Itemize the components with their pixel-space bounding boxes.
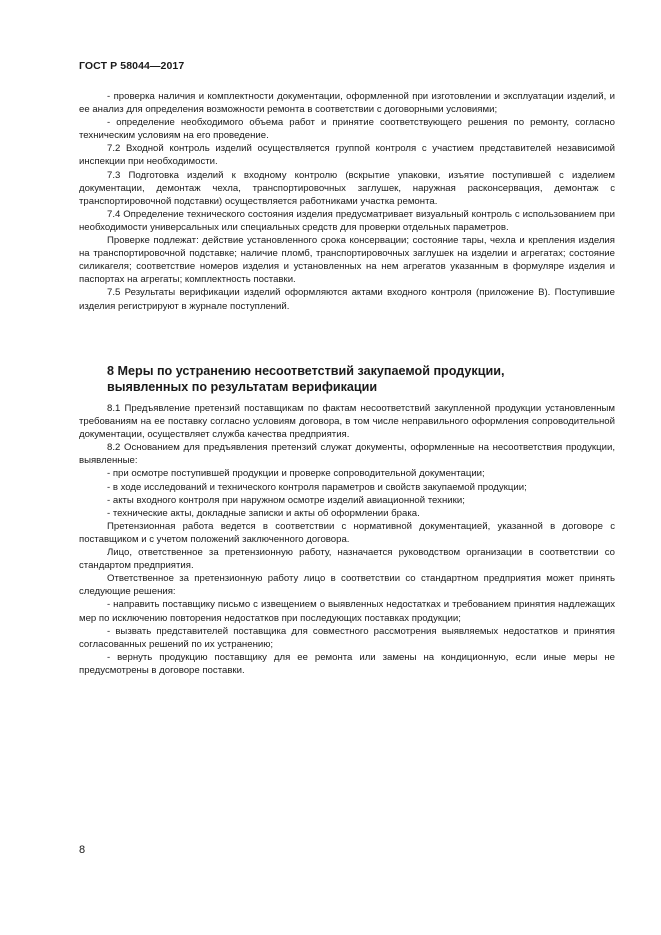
paragraph: 8.2 Основанием для предъявления претензий служат документы, оформленные на несоответствия продукции, выявленные: (79, 442, 615, 467)
page-number: 8 (79, 844, 86, 856)
list-item: - направить поставщику письмо с извещением о выявленных недостатках и требованием принятия надлежащих мер по исключению повторения недостатков при последующих поставках продукции; (79, 599, 615, 624)
document-header: ГОСТ Р 58044—2017 (79, 60, 185, 72)
section-8-heading (107, 363, 607, 395)
paragraph: Претензионная работа ведется в соответствии с нормативной документацией, указанной в договоре с поставщиком и с учетом положений заключенного договора. (79, 520, 615, 545)
list-item: - вернуть продукцию поставщику для ее ремонта или замены на кондиционную, если иные меры не предусмотрены в договоре поставки. (79, 651, 615, 676)
paragraph: 8.1 Предъявление претензий поставщикам по фактам несоответствий закупленной продукции установленным требованиям на ее поставку согласно условиям договора, в том числе неправильного оформления сопроводительной документации, осуществляет служба качества предприятия. (79, 403, 615, 441)
paragraph: 7.5 Результаты верификации изделий оформляются актами входного контроля (приложение В). Поступившие изделия регистрируют в журнале поступлений. (79, 287, 615, 312)
paragraph: 7.2 Входной контроль изделий осуществляется группой контроля с участием представителей независимой инспекции при необходимости. (79, 143, 615, 168)
list-item: - при осмотре поступившей продукции и проверке сопроводительной документации; (107, 468, 485, 480)
list-item: - технические акты, докладные записки и акты об оформлении брака. (107, 507, 420, 519)
paragraph: Лицо, ответственное за претензионную работу, назначается руководством организации в соответствии со стандартом предприятия. (79, 547, 615, 572)
section-8-text (79, 402, 615, 677)
list-item: - в ходе исследований и технического контроля параметров и свойств закупаемой продукции; (107, 481, 527, 493)
heading-line: 8 Меры по устранению несоответствий закупаемой продукции, (107, 364, 505, 378)
list-item: - вызвать представителей поставщика для совместного рассмотрения выявляемых недостатков и принятия согласованных решений по их устранению; (79, 625, 615, 650)
heading-line: выявленных по результатам верификации (107, 380, 378, 394)
paragraph: - определение необходимого объема работ и принятие соответствующего решения по ремонту, согласно техническим условиям на его проведение. (79, 117, 615, 142)
paragraph: 7.4 Определение технического состояния изделия предусматривает визуальный контроль с использованием при необходимости универсальных или специальных средств для проверки отдельных параметров. (79, 208, 615, 233)
section-7-text (79, 90, 615, 313)
paragraph: Проверке подлежат: действие установленного срока консервации; состояние тары, чехла и крепления изделия на транспортировочной подставке; наличие пломб, транспортировочных заглушек на изделии и агрегатах; состояние силикагеля; соответствие номеров изделия и установленных на нем агрегатов указанным в формуляре изделия и паспортах на агрегаты; комплектность поставки. (79, 235, 615, 286)
paragraph: - проверка наличия и комплектности документации, оформленной при изготовлении и эксплуатации изделий, и ее анализ для определения возможности ремонта в соответствии с договорными условиями; (79, 91, 615, 116)
paragraph: Ответственное за претензионную работу лицо в соответствии со стандартном предприятия может принять следующие решения: (79, 573, 615, 598)
paragraph: 7.3 Подготовка изделий к входному контролю (вскрытие упаковки, изъятие поступившей с изделием документации, демонтаж чехла, транспортировочных заглушек, наружная расконсервация, демонтаж с транспортировочной подставки) осуществляется работниками участка ремонта. (79, 169, 615, 207)
list-item: - акты входного контроля при наружном осмотре изделий авиационной техники; (107, 494, 465, 506)
